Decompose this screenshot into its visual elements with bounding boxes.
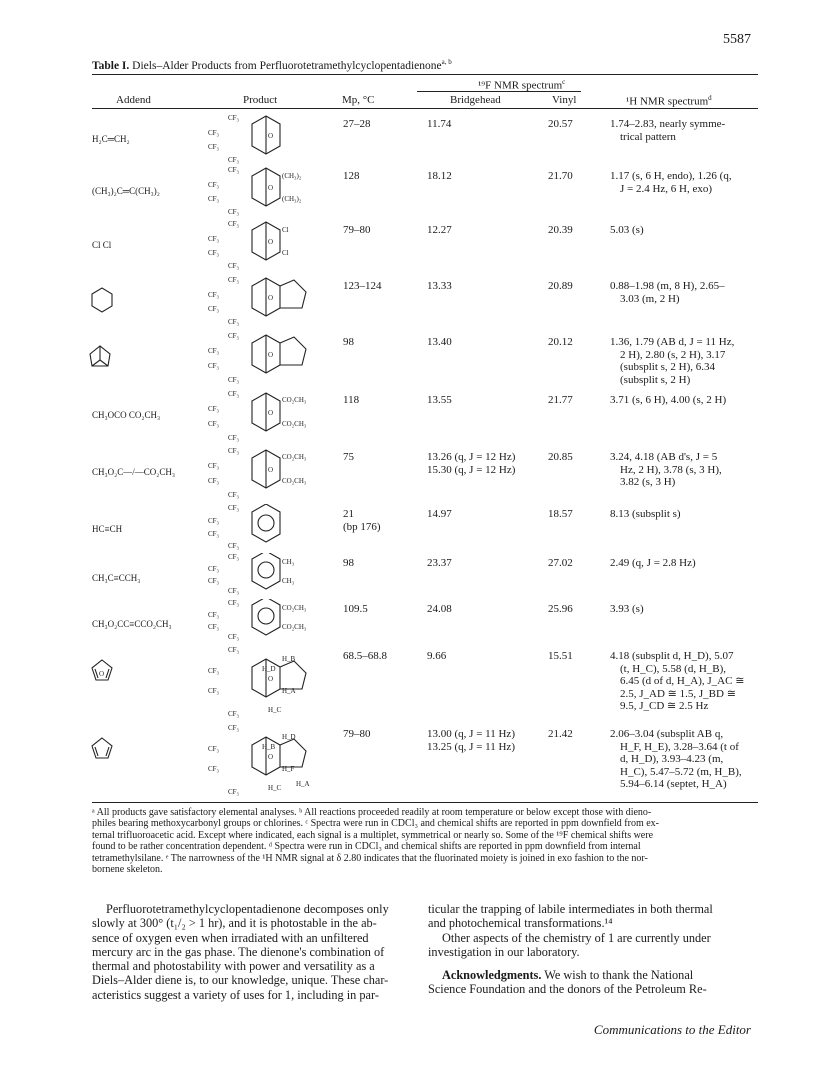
mp-line: 128	[343, 170, 360, 182]
product-substituent-label: CF₃	[208, 128, 220, 137]
product-substituent-label: Cl	[282, 248, 289, 257]
product-substituent-label: CF₃	[208, 234, 220, 243]
addend-structure	[80, 732, 200, 772]
product-structure	[208, 332, 318, 386]
mp-line: 68.5–68.8	[343, 650, 387, 662]
h-nmr-description	[610, 118, 725, 143]
mp-line: 98	[343, 557, 354, 569]
bridgehead-shift	[427, 224, 452, 237]
mp-value	[343, 118, 371, 131]
product-substituent-label: CF₃	[208, 530, 220, 539]
table-header-rule	[92, 108, 758, 109]
addend-label: CH₃O₂CC≡CCO₂CH₃	[92, 619, 172, 629]
h-nmr-description	[610, 508, 681, 521]
product-substituent-label: CF₃	[208, 666, 220, 675]
mp-line: 79–80	[343, 728, 371, 740]
bridgehead-line: 9.66	[427, 650, 447, 662]
product-substituent-label: CF₃	[228, 318, 240, 326]
acknowledgments: Acknowledgments. We wish to thank the National	[442, 968, 694, 983]
addend-structure	[80, 654, 200, 694]
product-substituent-label: H_D	[282, 732, 296, 741]
mp-value	[343, 336, 354, 349]
svg-text:O: O	[268, 294, 274, 302]
ack-label: Acknowledgments.	[442, 968, 542, 983]
text-line: ticular the trapping of labile intermediates in both thermal	[428, 902, 713, 916]
mp-line: 109.5	[343, 603, 368, 615]
table-footnotes	[92, 807, 758, 875]
mp-value	[343, 650, 387, 663]
mp-value	[343, 394, 359, 407]
product-substituent-label: CF₃	[228, 724, 240, 732]
h-nmr-line: trical pattern	[620, 130, 676, 143]
h-nmr-line: 9.5, J_CD ≅ 2.5 Hz	[620, 700, 709, 712]
footnote-line: tetramethylsilane. ᵉ The narrowness of the ¹H NMR signal at δ 2.80 indicates that the fluorinated moiety is joined in exo fashion to the nor-	[92, 852, 648, 864]
mp-value	[343, 603, 368, 616]
product-structure	[208, 447, 318, 501]
product-substituent-label: CF₃	[228, 504, 240, 512]
product-substituent-label: CF₃	[228, 633, 240, 641]
product-substituent-label: CF₃	[208, 476, 220, 485]
footnote-line: ternal trifluoroacetic acid. Except where indicated, each signal is a multiplet, symmetrical or nearly so. Some of the ¹⁹F chemical shifts were	[92, 829, 654, 841]
product-substituent-label: H_F	[282, 764, 295, 773]
product-substituent-label: CF₃	[228, 208, 240, 216]
mp-value	[343, 451, 354, 464]
product-substituent-label: CO₂CH₃	[282, 623, 307, 632]
bridgehead-shift	[427, 557, 452, 570]
vinyl-shift: 20.85	[548, 451, 573, 463]
product-structure	[208, 724, 318, 798]
h-nmr-line: 3.93 (s)	[610, 603, 644, 615]
mp-value	[343, 224, 371, 237]
product-substituent-label: CO₂CH₃	[282, 419, 307, 428]
addend-label: CH₃C≡CCH₃	[92, 573, 141, 583]
vinyl-shift: 18.57	[548, 508, 573, 520]
product-substituent-label: CF₃	[228, 434, 240, 442]
svg-text:O: O	[268, 351, 274, 359]
product-substituent-label: H_A	[296, 779, 310, 788]
vinyl-shift: 21.42	[548, 728, 573, 740]
h-nmr-description	[610, 451, 722, 489]
addend-label: HC≡CH	[92, 524, 123, 534]
product-substituent-label: CF₃	[208, 180, 220, 189]
svg-text:O: O	[99, 670, 105, 678]
addend-label: Cl Cl	[92, 240, 112, 250]
bridgehead-header: Bridgehead	[450, 94, 501, 106]
bridgehead-line: 18.12	[427, 170, 452, 182]
table-caption-text: Diels–Alder Products from Perfluorotetramethylcyclopentadienone	[132, 59, 442, 72]
right-column-text	[428, 902, 758, 997]
product-structure	[208, 220, 318, 272]
vinyl-shift: 21.70	[548, 170, 573, 182]
product-substituent-label: CF₃	[228, 166, 240, 174]
mp-value	[343, 508, 381, 533]
product-substituent-label: CF₃	[208, 142, 220, 151]
product-header: Product	[243, 94, 278, 106]
product-substituent-label: CF₃	[208, 405, 220, 414]
product-substituent-label: CF₃	[228, 542, 240, 550]
h-nmr-line: 8.13 (subsplit s)	[610, 508, 681, 520]
product-substituent-label: CF₃	[208, 611, 220, 620]
product-substituent-label: (CH₃)₂	[282, 172, 302, 181]
left-column-text	[92, 902, 402, 1002]
product-substituent-label: CF₃	[208, 462, 220, 471]
bridgehead-line: 13.00 (q, J = 11 Hz)	[427, 728, 515, 740]
product-substituent-label: CF₃	[208, 347, 220, 356]
product-substituent-label: CF₃	[208, 419, 220, 428]
product-substituent-label: CF₃	[228, 553, 240, 561]
h-nmr-description	[610, 557, 696, 570]
product-substituent-label: CF₃	[208, 577, 220, 586]
text-line: and photochemical transformations.¹⁴	[428, 916, 613, 931]
svg-text:O: O	[268, 409, 274, 417]
bridgehead-line: 14.97	[427, 508, 452, 520]
h-nmr-line: 2 H), 2.80 (s, 2 H), 3.17	[620, 348, 726, 361]
vinyl-header: Vinyl	[552, 94, 577, 106]
product-substituent-label: CO₂CH₃	[282, 453, 307, 462]
running-foot: Communications to the Editor	[593, 1022, 751, 1037]
h-nmr-description	[610, 650, 744, 713]
product-substituent-label: CF₃	[208, 194, 220, 203]
product-substituent-label: (CH₃)₂	[282, 194, 302, 203]
product-substituent-label: CF₃	[228, 114, 240, 122]
svg-text:O: O	[268, 132, 274, 140]
addend-header: Addend	[116, 94, 151, 106]
product-substituent-label: CH₃	[282, 577, 295, 586]
bridgehead-line: 13.25 (q, J = 11 Hz)	[427, 740, 515, 753]
product-structure	[208, 553, 318, 597]
h-nmr-line: (t, H_C), 5.58 (d, H_B),	[620, 662, 727, 675]
product-substituent-label: CO₂CH₃	[282, 476, 307, 485]
product-substituent-label: CF₃	[228, 220, 240, 228]
h-nmr-line: 3.24, 4.18 (AB d's, J = 5	[610, 451, 718, 463]
product-substituent-label: H_D	[262, 664, 276, 673]
bridgehead-line: 13.55	[427, 394, 452, 406]
product-structure	[208, 166, 318, 218]
h-nmr-line: Hz, 2 H), 3.78 (s, 3 H),	[620, 463, 722, 476]
product-substituent-label: CF₃	[208, 290, 220, 299]
addend-label: CH₃OCO CO₂CH₃	[92, 410, 161, 420]
svg-text:O: O	[268, 753, 274, 761]
svg-text:O: O	[268, 675, 274, 683]
product-structure	[208, 114, 318, 166]
mp-value	[343, 728, 371, 741]
bridgehead-line: 13.33	[427, 280, 452, 292]
mp-value	[343, 557, 354, 570]
h-nmr-line: H_F, H_E), 3.28–3.64 (t of	[620, 740, 739, 753]
product-substituent-label: CF₃	[228, 710, 240, 718]
mp-line: 79–80	[343, 224, 371, 236]
product-substituent-label: CF₃	[228, 276, 240, 284]
text-line: slowly at 300° (t₁/₂ > 1 hr), and it is photostable in the ab-	[92, 916, 377, 931]
product-substituent-label: CF₃	[228, 332, 240, 340]
product-substituent-label: CF₃	[228, 788, 240, 796]
vinyl-shift: 25.96	[548, 603, 573, 615]
h-nmr-line: 1.36, 1.79 (AB d, J = 11 Hz,	[610, 336, 735, 348]
bridgehead-shift	[427, 170, 452, 183]
h-nmr-line: 3.82 (s, 3 H)	[620, 476, 676, 488]
mp-value	[343, 170, 360, 183]
h-nmr-line: 1.17 (s, 6 H, endo), 1.26 (q,	[610, 170, 732, 182]
h-nmr-description	[610, 394, 726, 407]
bridgehead-line: 23.37	[427, 557, 452, 569]
h-nmr-line: H_C), 5.47–5.72 (m, H_B),	[620, 765, 742, 778]
h-nmr-line: 5.03 (s)	[610, 224, 644, 236]
bridgehead-line: 24.08	[427, 603, 452, 615]
text-line: thermal and photostability with power and versatility as a	[92, 959, 375, 974]
bridgehead-line: 13.26 (q, J = 12 Hz)	[427, 451, 516, 463]
product-structure	[208, 646, 318, 720]
vinyl-shift: 20.12	[548, 336, 573, 348]
vinyl-shift: 20.39	[548, 224, 573, 236]
bridgehead-line: 15.30 (q, J = 12 Hz)	[427, 463, 516, 476]
addend-structure	[80, 284, 200, 324]
table-top-rule	[92, 74, 758, 75]
product-structure	[208, 599, 318, 643]
svg-text:O: O	[268, 184, 274, 192]
footnote-line: philes bearing methoxycarbonyl groups or chlorines. ᶜ Spectra were run in CDCl₃ and chemical shifts are reported in ppm downfield from ex-	[92, 818, 659, 830]
page-number: 5587	[723, 32, 751, 47]
product-structure	[208, 390, 318, 444]
vinyl-shift: 21.77	[548, 394, 573, 406]
h-nmr-line: J = 2.4 Hz, 6 H, exo)	[620, 182, 713, 195]
text-line: investigation in our laboratory.	[428, 944, 580, 959]
h-nmr-line: d, H_D), 3.93–4.23 (m,	[620, 753, 724, 765]
vinyl-shift: 20.89	[548, 280, 573, 292]
h-nmr-line: 2.06–3.04 (subsplit AB q,	[610, 728, 724, 740]
h-nmr-line: 6.45 (d of d, H_A), J_AC ≅	[620, 675, 745, 687]
product-substituent-label: CF₃	[208, 361, 220, 370]
product-substituent-label: CF₃	[208, 565, 220, 574]
product-structure	[208, 504, 318, 552]
bridgehead-line: 11.74	[427, 118, 452, 130]
product-substituent-label: H_B	[282, 654, 296, 663]
h-nmr-line: 3.03 (m, 2 H)	[620, 292, 680, 305]
addend-structure	[80, 340, 200, 380]
h-nmr-line: 4.18 (subsplit d, H_D), 5.07	[610, 650, 734, 662]
text-line: sence of oxygen even when irradiated with an unfiltered	[92, 930, 369, 945]
mp-line: 118	[343, 394, 360, 406]
product-substituent-label: CF₃	[228, 390, 240, 398]
table-bottom-rule	[92, 802, 758, 803]
table-caption-label: Table I.	[92, 59, 130, 72]
product-substituent-label: CF₃	[228, 376, 240, 384]
h-nmr-line: 0.88–1.98 (m, 8 H), 2.65–	[610, 280, 725, 292]
bridgehead-shift	[427, 336, 452, 349]
h-nmr-description	[610, 728, 742, 791]
product-substituent-label: CF₃	[228, 156, 240, 164]
product-substituent-label: H_C	[268, 706, 282, 714]
product-substituent-label: CF₃	[208, 248, 220, 257]
product-substituent-label: CF₃	[208, 623, 220, 632]
product-substituent-label: CF₃	[208, 744, 220, 753]
h-nmr-line: 2.5, J_AD ≅ 1.5, J_BD ≅	[620, 687, 736, 700]
product-substituent-label: CF₃	[228, 599, 240, 607]
table-caption-marks: a, b	[441, 58, 452, 66]
h-nmr-description	[610, 336, 734, 386]
bridgehead-shift	[427, 280, 452, 293]
h-nmr-description	[610, 603, 644, 616]
footnote-line: ᵃ All products gave satisfactory elemental analyses. ᵇ All reactions proceeded readily at room temperature or below except those with dieno-	[92, 807, 652, 818]
h-nmr-line: 1.74–2.83, nearly symme-	[610, 118, 726, 130]
product-substituent-label: CF₃	[228, 262, 240, 270]
bridgehead-shift	[427, 603, 452, 616]
h-nmr-header: ¹H NMR spectrum$^d$	[626, 94, 712, 108]
product-substituent-label: Cl	[282, 226, 289, 235]
vinyl-shift: 27.02	[548, 557, 573, 569]
footnote-line: bornene skeleton.	[92, 864, 163, 876]
text-line: Science Foundation and the donors of the Petroleum Re-	[428, 982, 707, 997]
product-substituent-label: H_A	[282, 686, 296, 695]
product-substituent-label: CF₃	[208, 764, 220, 773]
bridgehead-shift	[427, 508, 452, 521]
bridgehead-shift	[427, 728, 515, 753]
h-nmr-line: 2.49 (q, J = 2.8 Hz)	[610, 557, 696, 569]
product-substituent-label: CO₂CH₃	[282, 604, 307, 613]
mp-line: 27–28	[343, 118, 371, 130]
vinyl-shift: 20.57	[548, 118, 573, 130]
product-substituent-label: CO₂CH₃	[282, 396, 307, 405]
product-substituent-label: CF₃	[228, 646, 240, 654]
table-caption	[92, 58, 452, 72]
svg-text:O: O	[268, 466, 274, 474]
mp-line: 75	[343, 451, 354, 463]
product-substituent-label: CF₃	[208, 686, 220, 695]
bridgehead-shift	[427, 451, 515, 476]
mp-line: (bp 176)	[343, 520, 381, 533]
product-substituent-label: H_B	[262, 742, 276, 751]
h-nmr-line: 3.71 (s, 6 H), 4.00 (s, 2 H)	[610, 394, 727, 406]
addend-label: H₂C═CH₂	[92, 134, 130, 144]
product-substituent-label: CF₃	[208, 517, 220, 526]
bridgehead-shift	[427, 394, 452, 407]
h-nmr-line: 5.94–6.14 (septet, H_A)	[620, 778, 727, 790]
bridgehead-shift	[427, 650, 446, 663]
product-substituent-label: CF₃	[208, 304, 220, 313]
h-nmr-description	[610, 280, 725, 305]
bridgehead-line: 13.40	[427, 336, 452, 348]
product-substituent-label: CF₃	[228, 587, 240, 595]
mp-line: 98	[343, 336, 354, 348]
svg-text:O: O	[268, 238, 274, 246]
text-line: Perfluorotetramethylcyclopentadienone decomposes only	[106, 902, 389, 916]
bridgehead-shift	[427, 118, 451, 131]
addend-label: (CH₃)₂C═C(CH₃)₂	[92, 186, 160, 196]
h-nmr-description	[610, 170, 732, 195]
text-line: Other aspects of the chemistry of 1 are currently under	[442, 930, 711, 945]
footnote-line: found to be rather concentration dependent. ᵈ Spectra were run in CDCl₃ and chemical shifts are reported in ppm downfield from internal	[92, 841, 641, 853]
product-substituent-label: CF₃	[228, 447, 240, 455]
product-substituent-label: CH₃	[282, 558, 295, 567]
h-nmr-description	[610, 224, 644, 237]
text-line: Diels–Alder diene is, to our knowledge, unique. These char-	[92, 973, 389, 988]
mp-value	[343, 280, 382, 293]
addend-label: CH₃O₂C—/—CO₂CH₃	[92, 467, 176, 477]
bridgehead-line: 12.27	[427, 224, 452, 236]
mp-line: 21	[343, 508, 354, 520]
h-nmr-line: (subsplit s, 2 H), 6.34	[620, 361, 716, 373]
h-nmr-line: (subsplit s, 2 H)	[620, 373, 691, 386]
vinyl-shift: 15.51	[548, 650, 573, 662]
mp-line: 123–124	[343, 280, 382, 292]
text-line: acteristics suggest a variety of uses for 1, including in par-	[92, 987, 379, 1002]
product-substituent-label: H_C	[268, 784, 282, 792]
product-substituent-label: CF₃	[228, 491, 240, 499]
text-line: mercury arc in the gas phase. The dienone's combination of	[92, 944, 385, 959]
f-nmr-header: ¹⁹F NMR spectrum$^c$	[478, 78, 566, 92]
mp-header: Mp, °C	[342, 94, 375, 106]
product-structure	[208, 276, 318, 328]
